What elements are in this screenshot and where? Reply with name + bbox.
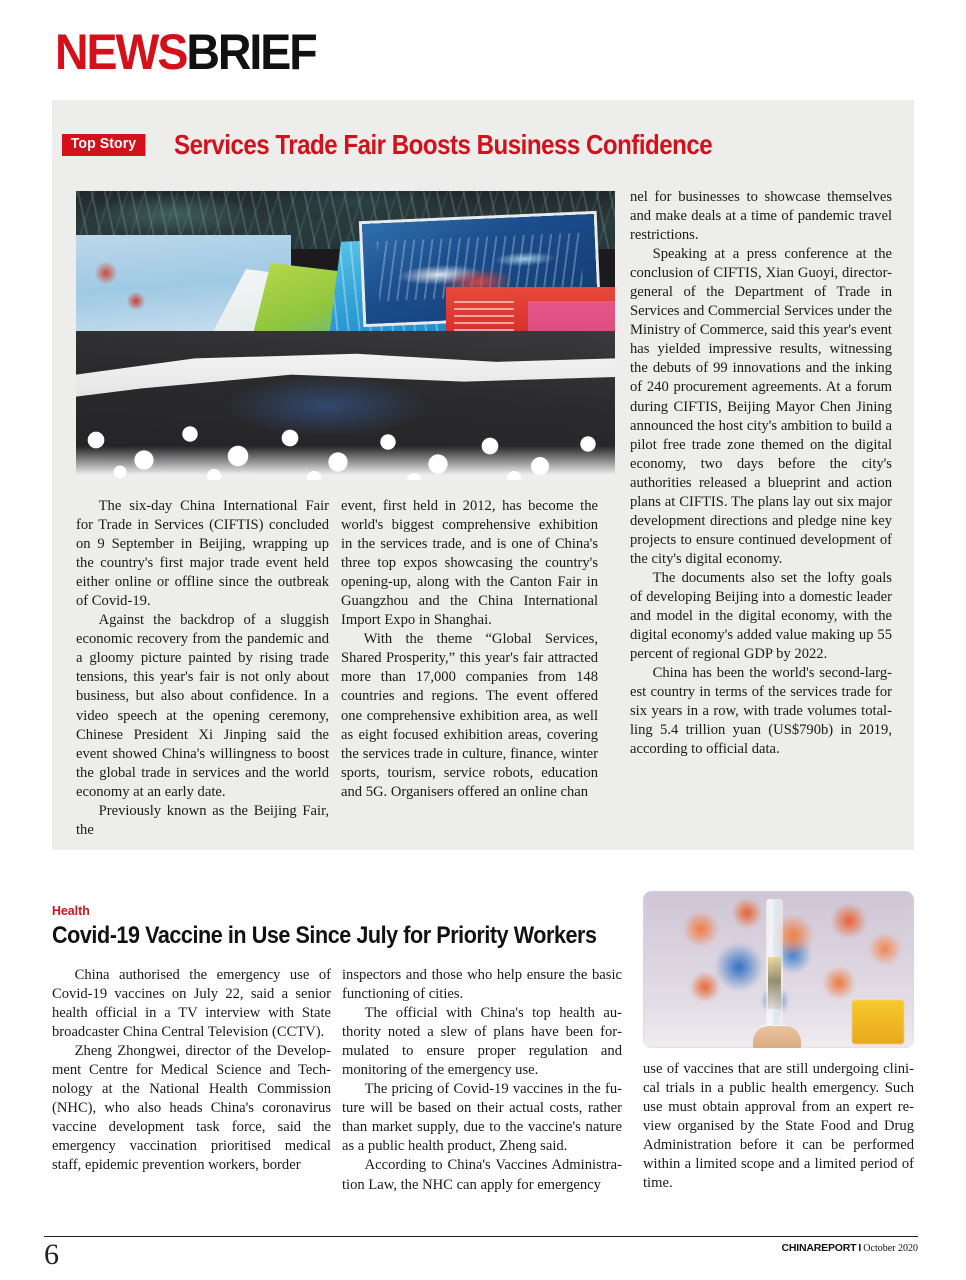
page-number: 6 [44,1238,59,1271]
exhibition-hall-photo [76,191,615,480]
footer-issue-date: October 2020 [863,1243,918,1254]
paragraph: China has been the world's second-largest country in terms of the services trade for six years in a row, with trade volumes totalling 5.4 trillion yuan (US$790b) in 2019, according to official data. [630,665,892,758]
health-story-headline: Covid-19 Vaccine in Use Since July for Priority Workers [52,922,597,949]
top-story-badge: Top Story [62,134,145,156]
photo-yellow-object [852,1000,904,1044]
health-story-column-3 [643,1060,914,1193]
footer-divider [44,1236,918,1237]
covid-vaccine-syringe-photo [643,891,914,1048]
footer-brand: CHINAREPORT [781,1242,857,1254]
paragraph: nel for businesses to showcase themselves and make deals at a time of pandemic travel restrictions. [630,189,892,244]
paragraph: According to China's Vaccines Administration Law, the NHC can apply for emergency [342,1157,622,1193]
photo-flower-cutouts [76,376,615,480]
top-story-headline: Services Trade Fair Boosts Business Confidence [173,129,712,160]
paragraph: event, first held in 2012, has become the world's biggest comprehensive exhibition in the services trade, and is one of China's three top expos showcasing the country's opening-up, along with the Canton Fair in Guangzhou and the China International Import Expo in Shanghai. [341,498,598,629]
health-story-column-1 [52,966,331,1176]
health-story-column-2 [342,966,622,1195]
photo-hand-holding-syringe [753,1026,801,1048]
photo-syringe [766,899,783,1035]
paragraph: The pricing of Covid-19 vaccines in the future will be based on their actual costs, rather than market supply, due to the vaccine's nature as a public health product, Zheng said. [342,1081,622,1155]
paragraph: Zheng Zhongwei, director of the Development Centre for Medical Science and Technology at the National Health Commission (NHC), who also heads China's coronavirus vaccine development task force, said the emergency vaccination prioritised medical staff, epidemic prevention workers, border [52,1043,331,1174]
masthead-brief-text: BRIEF [186,24,316,80]
paragraph: The six-day China International Fair for Trade in Services (CIFTIS) concluded on 9 September in Beijing, wrapping up the country's first major trade event held either online or offline since the outbreak of Covid-19. [76,498,329,610]
paragraph: China authorised the emergency use of Covid-19 vaccines on July 22, said a senior health official in a TV interview with State broadcaster China Central Television (CCTV). [52,967,331,1041]
paragraph: The official with China's top health authority noted a slew of plans have been formulated to ensure proper regulation and monitoring of the emergency use. [342,1005,622,1079]
paragraph: Against the backdrop of a sluggish economic recovery from the pandemic and a gloomy picture painted by rising trade tensions, this year's fair is not only about business, but also about confidence. In a video speech at the opening ceremony, Chinese President Xi Jinping said the event showed China's willingness to boost the global trade in services and the world economy at an early date. [76,612,329,800]
paragraph: Speaking at a press conference at the conclusion of CIFTIS, Xian Guoyi, director-general of the Department of Trade in Services and Commercial Services under the Ministry of Commerce, said this year's event has yielded impressive results, witnessing the debuts of 99 innovations and the inking of 240 procurement agreements. At a forum during CIFTIS, Beijing Mayor Chen Jining announced the host city's ambition to build a pilot free trade zone themed on the digital economy, two days before the city's authorities released a blueprint and action plans at CIFTIS. The plans lay out six major development directions and pledge nine key projects to ensure continued development of the city's digital economy. [630,246,892,567]
masthead-news-text: NEWS [55,24,187,80]
footer-separator: I [858,1242,862,1254]
paragraph: The documents also set the lofty goals of developing Beijing into a domestic leader and model in the digital economy, with the digital economy's added value making up 55 percent of regional GDP by 2022. [630,569,892,663]
top-story-header [62,131,789,159]
paragraph: use of vaccines that are still undergoing clinical trials in a public health emergency. Such use must obtain approval from an expert review organised by the State Food and Drug Administration before it can be performed within a limited scope and a limited period of time. [643,1061,914,1192]
paragraph: inspectors and those who help ensure the basic functioning of cities. [342,967,622,1003]
top-story-column-1 [76,497,329,840]
health-story-kicker: Health [52,903,90,918]
masthead-logo [55,24,316,80]
top-story-column-2 [341,497,598,802]
top-story-column-3 [630,188,892,759]
footer-publication-info [782,1243,918,1254]
paragraph: Previously known as the Beijing Fair, the [76,802,329,838]
paragraph: With the theme “Global Services, Shared Prosperity,” this year's fair attracted more than 17,000 companies from 148 countries and regions. The event offered one comprehensive exhibition area, as well as eight focused exhibition areas, covering the services trade in culture, finance, winter sports, tourism, service robots, education and 5G. Organisers offered an online chan [341,631,598,800]
